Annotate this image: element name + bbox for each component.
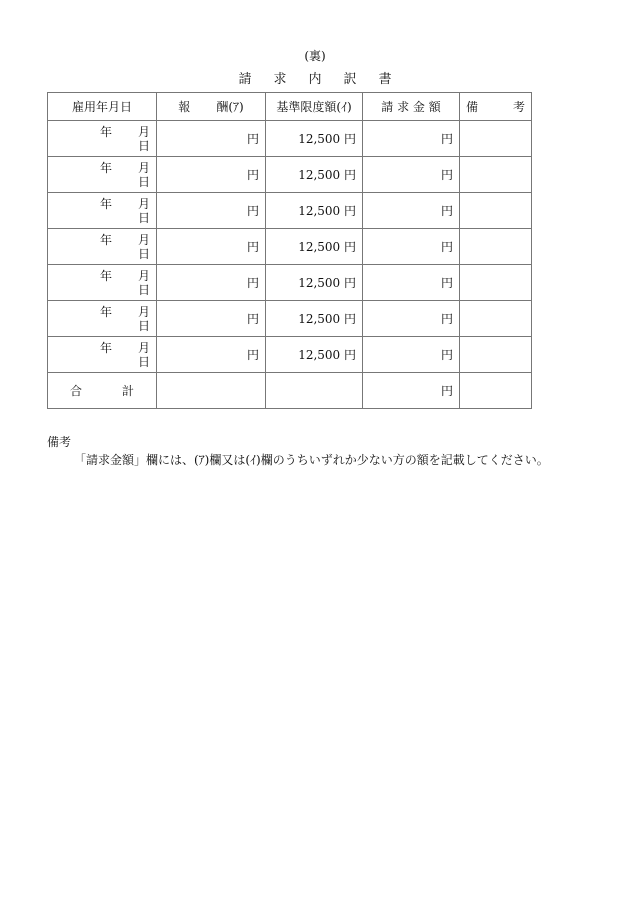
pay-cell[interactable]: 円 [157,301,266,337]
title-char: 求 [273,72,287,87]
remarks-cell[interactable] [460,301,532,337]
table-row [48,337,532,373]
day-label: 日 [137,211,150,225]
total-label-b: 計 [121,384,134,398]
table-row [48,157,532,193]
limit-cell: 12,500 円 [266,193,363,229]
title-char: 書 [378,72,392,87]
year-label: 年 [100,233,113,247]
notes-heading: 備考 [47,435,72,449]
header-pay-a: 報 [178,100,191,114]
total-limit-cell [266,373,363,409]
header-remarks-b: 考 [512,100,525,114]
table-row [48,265,532,301]
remarks-cell[interactable] [460,157,532,193]
header-limit: 基準限度額(ｲ) [266,93,363,121]
day-label: 日 [137,139,150,153]
claim-amount-cell[interactable]: 円 [363,337,460,373]
header-pay-b: 酬(ｱ) [216,100,244,114]
day-label: 日 [137,175,150,189]
remarks-cell[interactable] [460,265,532,301]
table-row [48,193,532,229]
day-label: 日 [137,355,150,369]
year-label: 年 [100,161,113,175]
table-row [48,121,532,157]
month-label: 月 [137,341,150,355]
total-claim-cell[interactable]: 円 [363,373,460,409]
title-char: 内 [308,72,322,87]
limit-cell: 12,500 円 [266,301,363,337]
remarks-cell[interactable] [460,121,532,157]
month-label: 月 [137,161,150,175]
remarks-cell[interactable] [460,229,532,265]
pay-cell[interactable]: 円 [157,337,266,373]
day-label: 日 [137,283,150,297]
limit-cell: 12,500 円 [266,157,363,193]
month-label: 月 [137,269,150,283]
remarks-cell[interactable] [460,337,532,373]
total-remarks-cell [460,373,532,409]
title-char: 請 [238,72,252,87]
pay-cell[interactable]: 円 [157,157,266,193]
month-label: 月 [137,305,150,319]
employment-date-cell[interactable] [48,193,157,229]
header-claim-amount: 請 求 金 額 [363,93,460,121]
table-row [48,301,532,337]
day-label: 日 [137,319,150,333]
title-char: 訳 [343,72,357,87]
claim-amount-cell[interactable]: 円 [363,121,460,157]
limit-cell: 12,500 円 [266,337,363,373]
employment-date-cell[interactable] [48,121,157,157]
day-label: 日 [137,247,150,261]
total-row [48,373,532,409]
employment-date-cell[interactable] [48,229,157,265]
limit-cell: 12,500 円 [266,265,363,301]
month-label: 月 [137,197,150,211]
claim-amount-cell[interactable]: 円 [363,265,460,301]
year-label: 年 [100,125,113,139]
claim-amount-cell[interactable]: 円 [363,229,460,265]
header-remarks-a: 備 [466,100,479,114]
limit-cell: 12,500 円 [266,121,363,157]
pay-cell[interactable]: 円 [157,193,266,229]
header-employment-date: 雇用年月日 [48,93,157,121]
pay-cell[interactable]: 円 [157,121,266,157]
employment-date-cell[interactable] [48,337,157,373]
employment-date-cell[interactable] [48,157,157,193]
employment-date-cell[interactable] [48,301,157,337]
month-label: 月 [137,125,150,139]
month-label: 月 [137,233,150,247]
header-pay [157,93,266,121]
side-label: (裏) [304,49,326,63]
claim-amount-cell[interactable]: 円 [363,193,460,229]
notes-text: 「請求金額」欄には、(ｱ)欄又は(ｲ)欄のうちいずれか少ない方の額を記載してください。 [74,453,549,467]
year-label: 年 [100,305,113,319]
remarks-cell[interactable] [460,193,532,229]
document-title [0,68,630,87]
claim-breakdown-table [47,92,532,409]
table-row [48,229,532,265]
claim-amount-cell[interactable]: 円 [363,301,460,337]
pay-cell[interactable]: 円 [157,229,266,265]
total-label [48,373,157,409]
claim-amount-cell[interactable]: 円 [363,157,460,193]
header-row [48,93,532,121]
employment-date-cell[interactable] [48,265,157,301]
total-label-a: 合 [70,384,83,398]
limit-cell: 12,500 円 [266,229,363,265]
year-label: 年 [100,341,113,355]
year-label: 年 [100,269,113,283]
header-remarks [460,93,532,121]
year-label: 年 [100,197,113,211]
total-pay-cell[interactable] [157,373,266,409]
pay-cell[interactable]: 円 [157,265,266,301]
